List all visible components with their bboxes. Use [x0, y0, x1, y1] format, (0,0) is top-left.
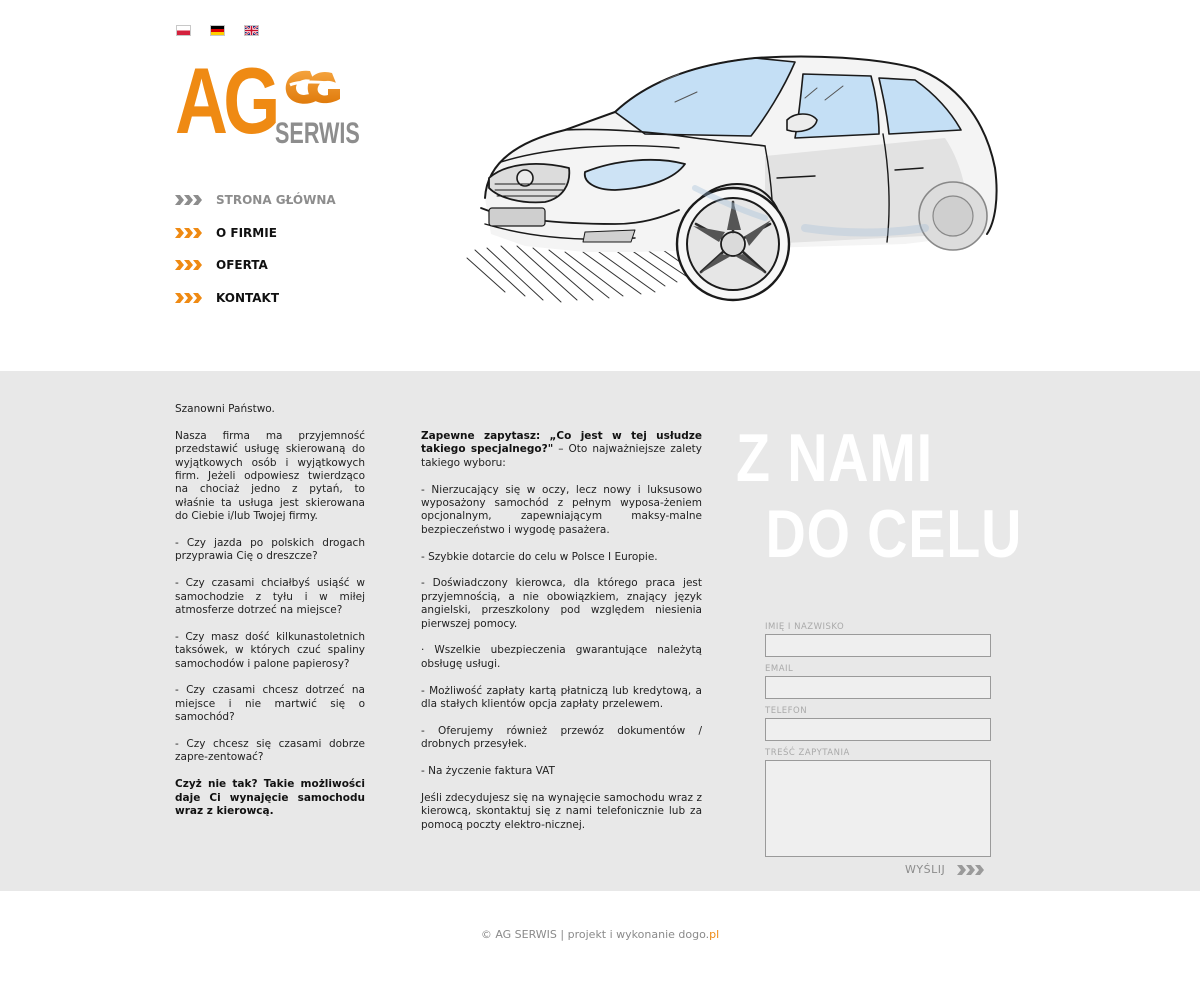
question-item: - Czy chcesz się czasami dobrze zapre-zentować? [175, 738, 365, 764]
slogan-line-1: Z NAMI [736, 420, 933, 496]
nav-label: KONTAKT [216, 290, 280, 305]
benefits-lead-bold: Zapewne zapytasz: „Co jest w tej usłudze takiego specjalnego?" [421, 430, 702, 456]
nav-item-oferta[interactable] [175, 249, 336, 282]
logo-emblem-icon [282, 65, 344, 109]
nav-item-kontakt[interactable] [175, 282, 336, 315]
benefits-lead-rest: – Oto najważniejsze zalety takiego wyboru: [421, 443, 702, 469]
triple-chevron-right-icon [175, 260, 203, 270]
uk-flag-icon[interactable] [244, 25, 259, 36]
question-item: - Czy jazda po polskich drogach przyprawia Cię o dreszcze? [175, 537, 365, 563]
question-item: - Czy masz dość kilkunastoletnich taksówek, w których czuć spaliny samochodów i palone papierosy? [175, 630, 365, 670]
nav-label: STRONA GŁÓWNA [216, 193, 336, 208]
benefit-item: - Na życzenie faktura VAT [421, 765, 555, 778]
benefit-item: - Doświadczony kierowca, dla którego praca jest przyjemnością, a nie obowiązkiem, znający język angielski, przeszkolony pod względem niesienia pierwszej pomocy. [421, 577, 702, 630]
submit-button[interactable] [905, 863, 985, 876]
footer-credit-tld: pl [709, 928, 720, 941]
logo-main-text: AG [175, 48, 276, 153]
benefits-list [421, 484, 702, 779]
logo-sub-text: SERWIS [275, 117, 360, 150]
triple-chevron-right-icon [175, 293, 203, 303]
logo[interactable] [175, 48, 360, 157]
nav-label: OFERTA [216, 258, 268, 273]
ground-shadow-hatching [467, 246, 697, 302]
benefit-item: - Szybkie dotarcie do celu w Polsce I Europie. [421, 550, 658, 563]
poland-flag-icon[interactable] [176, 25, 191, 36]
footer-copyright: © AG SERWIS [480, 928, 557, 941]
phone-label: TELEFON [765, 706, 808, 716]
closing-paragraph: Czyż nie tak? Takie możliwości daje Ci wynajęcie samochodu wraz z kierowcą. [175, 778, 365, 818]
slogan [736, 420, 1022, 572]
benefit-item: · Wszelkie ubezpieczenia gwarantujące należytą obsługę usługi. [421, 644, 702, 670]
nav-label: O FIRMIE [216, 225, 277, 240]
benefits-outro: Jeśli zdecydujesz się na wynajęcie samochodu wraz z kierowcą, skontaktuj się z nami telefonicznie lub za pomocą poczty elektro-nicznej. [421, 791, 702, 831]
triple-chevron-right-icon [957, 865, 985, 875]
name-field[interactable] [765, 634, 991, 657]
benefits-column [421, 430, 702, 845]
phone-field[interactable] [765, 718, 991, 741]
footer-credit: projekt i wykonanie dogo. [567, 928, 710, 941]
footer [0, 928, 1200, 941]
benefits-lead [421, 430, 702, 470]
contact-form [765, 621, 991, 857]
footer-separator: | [556, 928, 568, 941]
germany-flag-icon[interactable] [210, 25, 225, 36]
triple-chevron-right-icon [175, 228, 203, 238]
intro-paragraph: Nasza firma ma przyjemność przedstawić usługę skierowaną do wyjątkowych osób i wyjątkowych firm. Jeżeli odpowiesz twierdząco na chociaż jedno z pytań, to właśnie ta usługa jest skierowana do Ciebie i/lub Twojej firmy. [175, 429, 365, 523]
benefit-item: - Możliwość zapłaty kartą płatniczą lub kredytową, a dla stałych klientów opcja zapłaty przelewem. [421, 684, 702, 711]
footer-credit-link[interactable] [568, 928, 720, 941]
benefit-item: - Oferujemy również przewóz dokumentów / drobnych przesyłek. [421, 724, 702, 751]
question-item: - Czy czasami chciałbyś usiąść w samochodzie z tyłu i w miłej atmosferze dotrzeć na miejsce? [175, 577, 365, 617]
slogan-line-2: DO CELU [765, 496, 1023, 572]
language-switcher [176, 25, 259, 36]
question-item: - Czy czasami chcesz dotrzeć na miejsce i nie martwić się o samochód? [175, 684, 365, 724]
nav-item-o-firmie[interactable] [175, 217, 336, 250]
nav-item-strona-główna[interactable] [175, 184, 336, 217]
greeting-text: Szanowni Państwo. [175, 403, 275, 415]
question-list [175, 537, 365, 765]
triple-chevron-right-icon [175, 195, 203, 205]
email-label: EMAIL [765, 664, 794, 674]
email-field[interactable] [765, 676, 991, 699]
benefit-item: - Nierzucający się w oczy, lecz nowy i luksusowo wyposażony samochód z pełnym wyposa-żeniem opcjonalnym, zapewniającym maksy-malne bezpieczeństwo i wygodę pasażera. [421, 483, 702, 536]
message-field[interactable] [765, 760, 991, 857]
name-label: IMIĘ I NAZWISKO [765, 622, 845, 632]
car-sketch-illustration [465, 38, 1010, 310]
main-navigation [175, 184, 336, 314]
submit-label: WYŚLIJ [905, 863, 946, 876]
intro-column [175, 403, 365, 832]
message-label: TREŚĆ ZAPYTANIA [765, 748, 850, 758]
